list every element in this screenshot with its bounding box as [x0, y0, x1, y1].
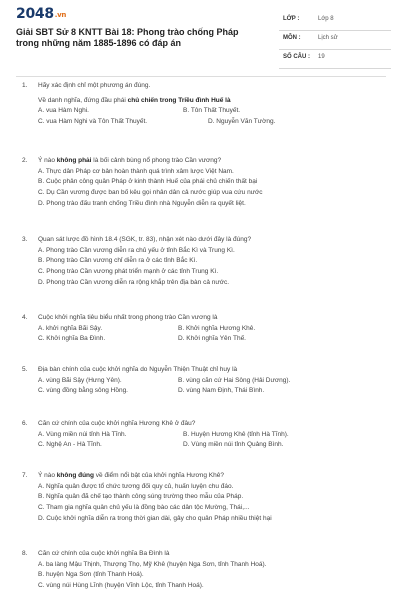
option-a[interactable]: A. Vùng miền núi tỉnh Hà Tĩnh.	[38, 430, 127, 438]
option-c[interactable]: C. vùng núi Hùng Lĩnh (huyện Vĩnh Lộc, tỉnh Thanh Hoá).	[38, 582, 204, 590]
option-b[interactable]: B. Cuộc phản công quân Pháp ở kinh thành Huế của phái chủ chiến thất bại	[38, 178, 258, 186]
question-sub-text: Về danh nghĩa, đứng đầu phái	[38, 96, 128, 104]
header-divider	[16, 76, 386, 77]
logo-main: 2048	[16, 6, 54, 22]
stem-text: Ý nào	[38, 472, 57, 479]
option-b[interactable]: B. huyện Nga Sơn (tỉnh Thanh Hoá).	[38, 571, 144, 579]
option-b[interactable]: B. Huyện Hương Khê (tỉnh Hà Tĩnh).	[183, 430, 289, 438]
header	[0, 0, 400, 62]
stem-text: Ý nào	[38, 157, 57, 164]
logo-suffix: .vn	[54, 11, 67, 19]
question-stem: Căn cứ chính của cuộc khởi nghĩa Ba Đình là	[38, 550, 170, 557]
option-c[interactable]: C. Dụ Cần vương được ban bố kêu gọi nhân dân cả nước giúp vua cứu nước	[38, 189, 263, 197]
question-6	[22, 419, 386, 451]
question-stem	[38, 471, 386, 482]
meta-value: Lịch sử	[318, 35, 338, 41]
question-number: 8.	[22, 550, 28, 557]
option-d[interactable]: D. Phong trào Cần vương diễn ra rộng khắp trên địa bàn cả nước.	[38, 278, 230, 286]
option-c[interactable]: C. Tham gia nghĩa quân chủ yếu là đồng bào các dân tộc Mường, Thái,...	[38, 504, 250, 512]
stem-bold: không phải	[56, 157, 92, 164]
option-d[interactable]: D. Nguyễn Văn Tường.	[208, 118, 276, 126]
question-stem: Quan sát lược đồ hình 18.4 (SGK, tr. 83), nhận xét nào dưới đây là đúng?	[38, 236, 252, 243]
option-b[interactable]: B. Phong trào Cần vương chỉ diễn ra ở các tỉnh Bắc Kì.	[38, 257, 198, 265]
site-logo[interactable]	[16, 6, 66, 22]
question-sub	[38, 96, 386, 107]
option-a[interactable]: A. Phong trào Cần vương diễn ra chủ yếu ở tỉnh Bắc Kì và Trung Kì.	[38, 246, 235, 254]
option-b[interactable]: B. Khởi nghĩa Hương Khê.	[178, 324, 256, 332]
question-stem: Căn cứ chính của cuộc khởi nghĩa Hương Khê ở đâu?	[38, 420, 196, 427]
option-a[interactable]: A. Nghĩa quân được tổ chức tương đối quy củ, huấn luyện chu đáo.	[38, 482, 234, 490]
question-stem: Địa bàn chính của cuộc khởi nghĩa do Nguyễn Thiện Thuật chỉ huy là	[38, 366, 238, 373]
option-c[interactable]: C. Khởi nghĩa Ba Đình.	[38, 335, 106, 343]
meta-value: Lớp 8	[318, 16, 334, 22]
question-number: 4.	[22, 314, 28, 321]
stem-text: là bối cảnh bùng nổ phong trào Cần vương?	[91, 157, 222, 164]
question-stem: Cuộc khởi nghĩa tiêu biểu nhất trong phong trào Cần vương là	[38, 314, 218, 321]
question-1	[22, 81, 386, 128]
option-c[interactable]: C. vùng đồng bằng sông Hồng.	[38, 387, 128, 395]
stem-bold: không đúng	[56, 472, 94, 479]
option-b[interactable]: B. Nghĩa quân đã chế tạo thành công súng trường theo mẫu của Pháp.	[38, 493, 244, 501]
question-7	[22, 471, 386, 525]
option-a[interactable]: A. khởi nghĩa Bãi Sậy.	[38, 324, 103, 332]
stem-text: về điểm nổi bật của khởi nghĩa Hương Khê?	[93, 472, 224, 479]
question-5	[22, 365, 386, 397]
question-number: 7.	[22, 472, 28, 479]
meta-value: 19	[318, 54, 325, 60]
option-d[interactable]: D. Cuộc khởi nghĩa diễn ra trong thời gian dài, gây cho quân Pháp nhiều thiệt hại	[38, 514, 272, 522]
option-d[interactable]: D. Khởi nghĩa Yên Thế.	[178, 335, 246, 343]
question-3	[22, 235, 386, 289]
option-c[interactable]: C. Phong trào Cần vương phát triển mạnh ở các tỉnh Trung Kì.	[38, 268, 219, 276]
meta-row-class	[279, 12, 391, 31]
meta-table	[279, 12, 391, 69]
option-a[interactable]: A. vua Hàm Nghi.	[38, 107, 89, 115]
question-number: 6.	[22, 420, 28, 427]
question-stem	[38, 156, 386, 167]
question-number: 3.	[22, 236, 28, 243]
option-a[interactable]: A. vùng Bãi Sậy (Hưng Yên).	[38, 376, 122, 384]
question-number: 1.	[22, 82, 28, 89]
question-sub-bold: chủ chiến trong Triều đình Huế là	[127, 96, 231, 104]
question-number: 2.	[22, 157, 28, 164]
meta-key: MÔN :	[283, 35, 301, 41]
question-stem: Hãy xác định chỉ một phương án đúng.	[38, 82, 151, 89]
option-b[interactable]: B. vùng căn cứ Hai Sông (Hải Dương).	[178, 376, 291, 384]
meta-row-count	[279, 50, 391, 69]
option-a[interactable]: A. ba làng Mậu Thịnh, Thượng Thọ, Mỹ Khê (huyện Nga Sơn, tỉnh Thanh Hoá).	[38, 560, 267, 568]
question-number: 5.	[22, 366, 28, 373]
page-title: Giải SBT Sử 8 KNTT Bài 18: Phong trào chống Pháp trong những năm 1885-1896 có đáp án	[16, 27, 239, 48]
question-4	[22, 313, 386, 345]
meta-key: SỐ CÂU :	[283, 54, 310, 60]
option-d[interactable]: D. Phong trào đấu tranh chống Triều đình nhà Nguyễn diễn ra quyết liệt.	[38, 199, 246, 207]
option-c[interactable]: C. Nghệ An - Hà Tĩnh.	[38, 441, 102, 449]
option-a[interactable]: A. Thực dân Pháp cơ bản hoàn thành quá trình xâm lược Việt Nam.	[38, 167, 234, 175]
option-d[interactable]: D. Vùng miền núi tỉnh Quảng Bình.	[183, 441, 284, 449]
question-2	[22, 156, 386, 210]
option-d[interactable]: D. vùng Nam Định, Thái Bình.	[178, 387, 265, 395]
option-c[interactable]: C. vua Hàm Nghi và Tôn Thất Thuyết.	[38, 118, 148, 126]
question-8	[22, 549, 386, 592]
meta-key: LỚP :	[283, 16, 300, 22]
meta-row-subject	[279, 31, 391, 50]
option-b[interactable]: B. Tôn Thất Thuyết.	[183, 107, 241, 115]
